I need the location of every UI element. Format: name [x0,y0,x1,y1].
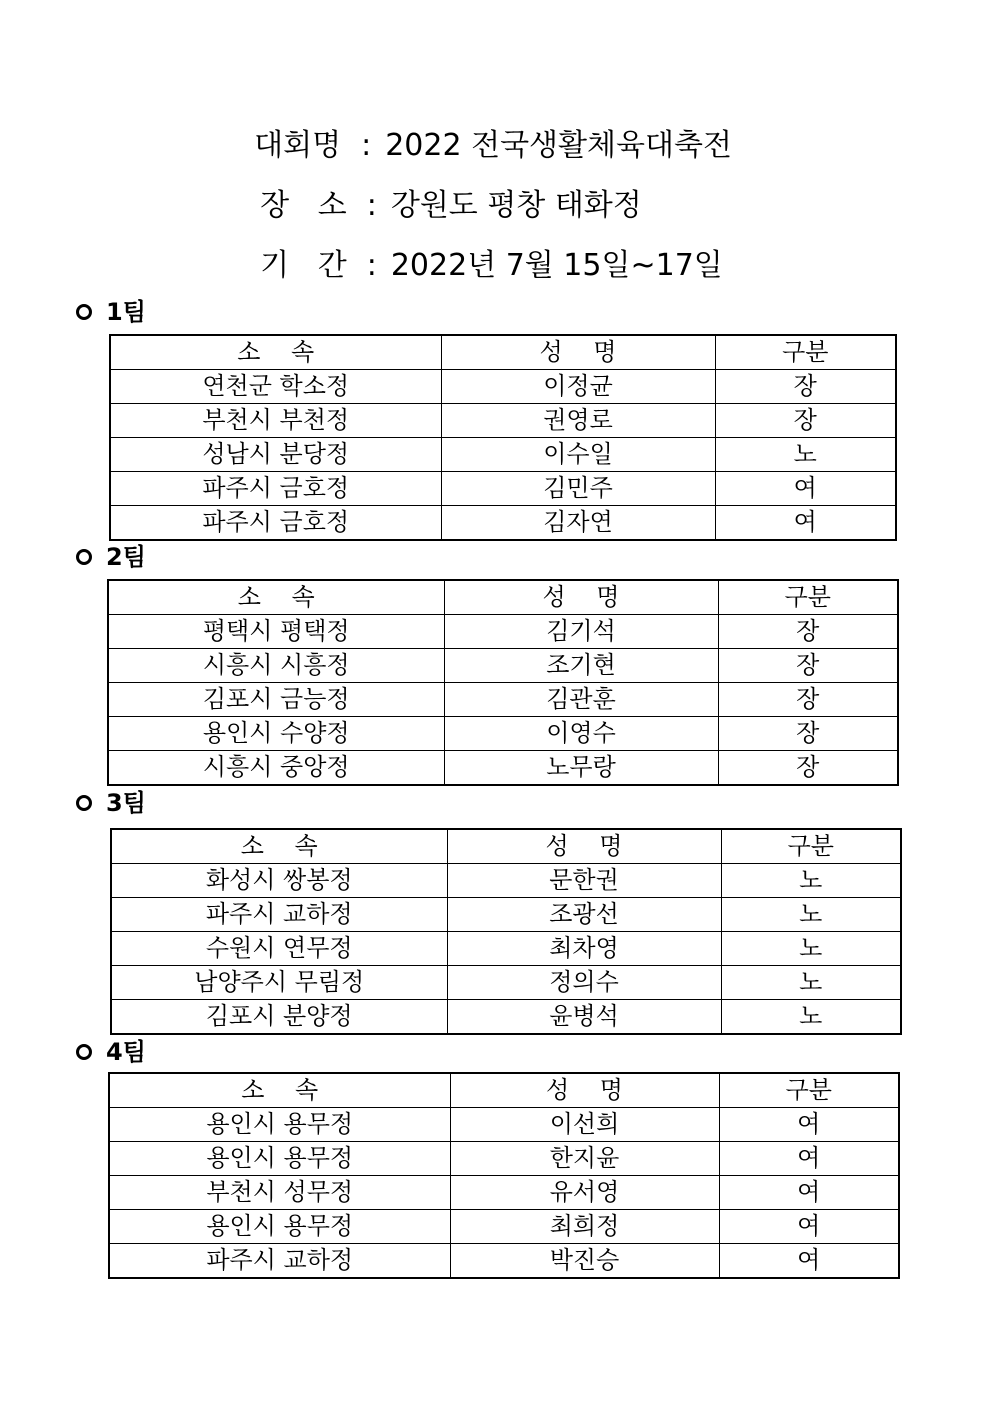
team-1-title: 1팀 [76,297,146,327]
affiliation-cell: 용인시 수양정 [108,717,444,751]
table-header-row [108,580,898,615]
affiliation-cell: 성남시 분당정 [110,438,441,472]
name-cell: 이영수 [444,717,718,751]
affiliation-cell: 부천시 부천정 [110,404,441,438]
event-label: 대회명 [254,128,342,163]
table-row [108,649,898,683]
venue-label: 장 소 [260,188,347,223]
category-cell: 노 [721,864,901,898]
table-row [109,1142,899,1176]
team-4-title: 4팀 [76,1037,146,1067]
name-cell: 최희정 [450,1210,719,1244]
table-row [108,717,898,751]
affiliation-cell: 남양주시 무림정 [111,966,447,1000]
circle-bullet-icon [76,304,92,320]
column-header-affiliation: 소 속 [111,829,447,864]
team-3-table [110,828,902,1035]
affiliation-cell: 김포시 금능정 [108,683,444,717]
name-cell: 최차영 [447,932,721,966]
name-cell: 김자연 [441,506,715,541]
affiliation-cell: 시흥시 시흥정 [108,649,444,683]
column-header-name: 성 명 [441,335,715,370]
table-row [109,1244,899,1279]
table-row [108,683,898,717]
column-header-affiliation: 소 속 [109,1073,450,1108]
event-value: 2022 전국생활체육대축전 [385,128,732,163]
affiliation-cell: 파주시 금호정 [110,506,441,541]
table-row [110,438,896,472]
table-row [111,864,901,898]
affiliation-cell: 시흥시 중앙정 [108,751,444,786]
category-cell: 장 [715,404,896,438]
affiliation-cell: 파주시 교하정 [109,1244,450,1279]
column-header-category: 구분 [719,1073,899,1108]
table-row [109,1210,899,1244]
table-header-row [109,1073,899,1108]
team-2-table [107,579,899,786]
category-cell: 장 [718,717,898,751]
category-cell: 노 [721,966,901,1000]
circle-bullet-icon [76,1044,92,1060]
table-row [110,472,896,506]
table-row [110,404,896,438]
column-header-name: 성 명 [444,580,718,615]
event-separator: : [361,128,372,163]
table-row [111,966,901,1000]
category-cell: 여 [719,1142,899,1176]
team-2-title: 2팀 [76,542,146,572]
column-header-name: 성 명 [450,1073,719,1108]
circle-bullet-icon [76,795,92,811]
table-row [109,1176,899,1210]
name-cell: 윤병석 [447,1000,721,1035]
team-3-title: 3팀 [76,788,146,818]
period-row [222,212,723,320]
table-row [108,615,898,649]
name-cell: 권영로 [441,404,715,438]
category-cell: 여 [715,472,896,506]
column-header-category: 구분 [721,829,901,864]
category-cell: 여 [719,1244,899,1279]
category-cell: 노 [721,1000,901,1035]
column-header-category: 구분 [718,580,898,615]
category-cell: 장 [715,370,896,404]
name-cell: 김관훈 [444,683,718,717]
table-row [108,751,898,786]
team-4-table [108,1072,900,1279]
category-cell: 노 [721,932,901,966]
table-row [111,1000,901,1035]
table-row [110,370,896,404]
name-cell: 이선희 [450,1108,719,1142]
name-cell: 이수일 [441,438,715,472]
period-separator: : [366,248,377,283]
name-cell: 노무랑 [444,751,718,786]
name-cell: 조광선 [447,898,721,932]
category-cell: 여 [715,506,896,541]
venue-value: 강원도 평창 태화정 [390,188,642,223]
name-cell: 조기현 [444,649,718,683]
category-cell: 여 [719,1176,899,1210]
table-row [110,506,896,541]
name-cell: 정의수 [447,966,721,1000]
affiliation-cell: 평택시 평택정 [108,615,444,649]
circle-bullet-icon [76,549,92,565]
column-header-category: 구분 [715,335,896,370]
category-cell: 노 [715,438,896,472]
column-header-name: 성 명 [447,829,721,864]
venue-separator: : [366,188,377,223]
table-row [109,1108,899,1142]
affiliation-cell: 파주시 금호정 [110,472,441,506]
name-cell: 박진승 [450,1244,719,1279]
table-row [111,932,901,966]
team-1-table [109,334,897,541]
affiliation-cell: 김포시 분양정 [111,1000,447,1035]
name-cell: 이정균 [441,370,715,404]
affiliation-cell: 용인시 용무정 [109,1142,450,1176]
column-header-affiliation: 소 속 [108,580,444,615]
period-label: 기 간 [260,248,347,283]
name-cell: 김기석 [444,615,718,649]
affiliation-cell: 파주시 교하정 [111,898,447,932]
name-cell: 문한권 [447,864,721,898]
column-header-affiliation: 소 속 [110,335,441,370]
category-cell: 장 [718,649,898,683]
affiliation-cell: 연천군 학소정 [110,370,441,404]
category-cell: 여 [719,1210,899,1244]
table-header-row [110,335,896,370]
name-cell: 김민주 [441,472,715,506]
name-cell: 유서영 [450,1176,719,1210]
category-cell: 장 [718,683,898,717]
category-cell: 장 [718,615,898,649]
period-value: 2022년 7월 15일~17일 [390,248,723,283]
affiliation-cell: 용인시 용무정 [109,1210,450,1244]
affiliation-cell: 수원시 연무정 [111,932,447,966]
table-header-row [111,829,901,864]
category-cell: 여 [719,1108,899,1142]
category-cell: 장 [718,751,898,786]
affiliation-cell: 용인시 용무정 [109,1108,450,1142]
affiliation-cell: 부천시 성무정 [109,1176,450,1210]
name-cell: 한지윤 [450,1142,719,1176]
category-cell: 노 [721,898,901,932]
affiliation-cell: 화성시 쌍봉정 [111,864,447,898]
table-row [111,898,901,932]
